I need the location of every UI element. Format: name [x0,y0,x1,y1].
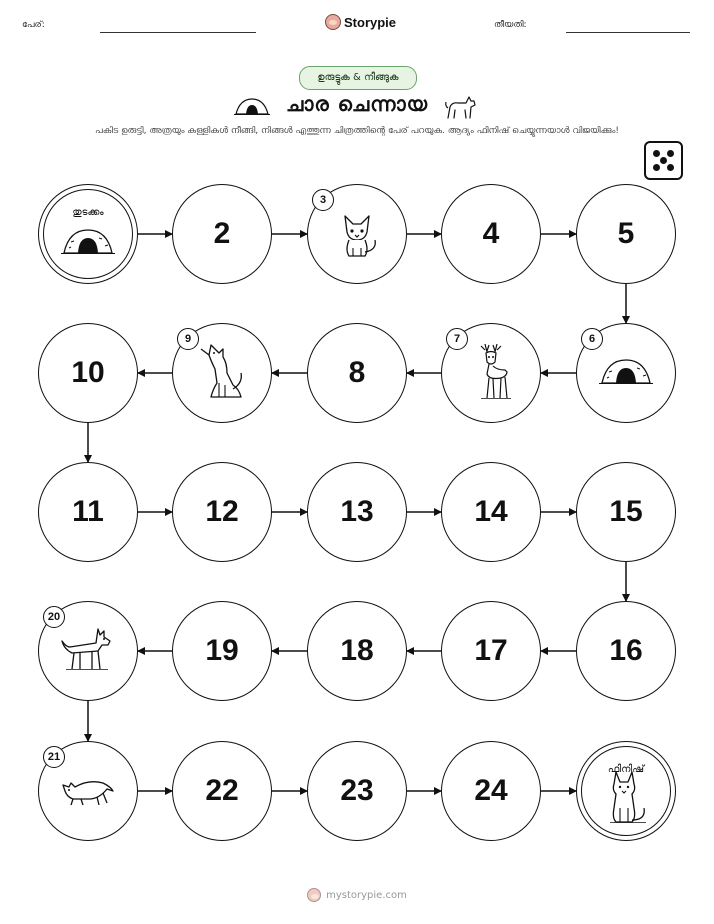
cell-number: 16 [609,634,643,667]
sitting-wolf-icon [600,768,652,832]
start-label: തുടക്കം [72,207,104,218]
footer-url[interactable]: mystorypie.com [326,889,407,901]
cell-number: 17 [474,634,508,667]
board-cell-21[interactable] [38,741,138,841]
board-cell-9[interactable] [172,323,272,423]
board-cell-15[interactable] [576,462,676,562]
cell-number: 8 [348,356,366,389]
cell-number: 23 [340,774,374,807]
cell-number-badge: 7 [446,328,468,350]
cave-icon [599,356,653,390]
board-cell-4[interactable] [441,184,541,284]
board-cell-7[interactable] [441,323,541,423]
cell-number-badge: 9 [177,328,199,350]
cell-number-badge: 20 [43,606,65,628]
board-cell-18[interactable] [307,601,407,701]
howling-wolf-icon [197,339,247,407]
cell-number: 4 [482,217,500,250]
wolf-pup-icon [329,204,385,264]
instructions: പകിട ഉരുട്ടി, അത്രയും കള്ളികൾ നീങ്ങി, നിങ്ങൾ എത്തുന്ന ചിത്രത്തിന്റെ പേര് പറയുക. ആദ്യം ഫിനിഷ് ചെയ്യുന്നയാൾ വിജയിക്കും! [95,126,619,136]
board-cell-23[interactable] [307,741,407,841]
cell-number: 2 [213,217,231,250]
board-cell-11[interactable] [38,462,138,562]
wolf-icon [58,623,118,679]
board-cell-13[interactable] [307,462,407,562]
cell-number: 10 [71,356,105,389]
name-label: പേര്: [22,20,45,30]
board-cell-5[interactable] [576,184,676,284]
cell-number-badge: 21 [43,746,65,768]
game-type-badge: ഉരുട്ടുക & നീങ്ങുക [299,66,417,90]
brand-name: Storypie [344,14,397,30]
board-cell-16[interactable] [576,601,676,701]
board-cell-14[interactable] [441,462,541,562]
cell-number: 11 [72,495,104,528]
board-cell-12[interactable] [172,462,272,562]
cave-icon [61,226,115,260]
crouching-wolf-icon [59,769,117,813]
board-cell-20[interactable] [38,601,138,701]
board-cell-22[interactable] [172,741,272,841]
board-cell-6[interactable] [576,323,676,423]
board-cell-19[interactable] [172,601,272,701]
start-cell[interactable] [38,184,138,284]
board-cell-8[interactable] [307,323,407,423]
cell-number: 19 [205,634,239,667]
board-cell-3[interactable] [307,184,407,284]
cell-number: 12 [205,495,239,528]
board-cell-24[interactable] [441,741,541,841]
footer [0,888,714,902]
board-cell-10[interactable] [38,323,138,423]
cell-number: 24 [474,774,508,807]
page-title: ചാര ചെന്നായ [285,92,429,116]
date-label: തീയതി: [494,20,527,30]
board-cell-2[interactable] [172,184,272,284]
deer-icon [467,340,515,406]
finish-cell[interactable] [576,741,676,841]
cell-number: 13 [340,495,374,528]
cell-number: 5 [617,217,635,250]
cell-number-badge: 6 [581,328,603,350]
board-cell-17[interactable] [441,601,541,701]
cell-number: 15 [609,495,643,528]
cell-number: 22 [205,774,239,807]
cell-number-badge: 3 [312,189,334,211]
bear-footer-icon [307,888,321,902]
finish-label: ഫിനിഷ് [607,764,645,775]
cell-number: 18 [340,634,374,667]
cell-number: 14 [474,495,508,528]
